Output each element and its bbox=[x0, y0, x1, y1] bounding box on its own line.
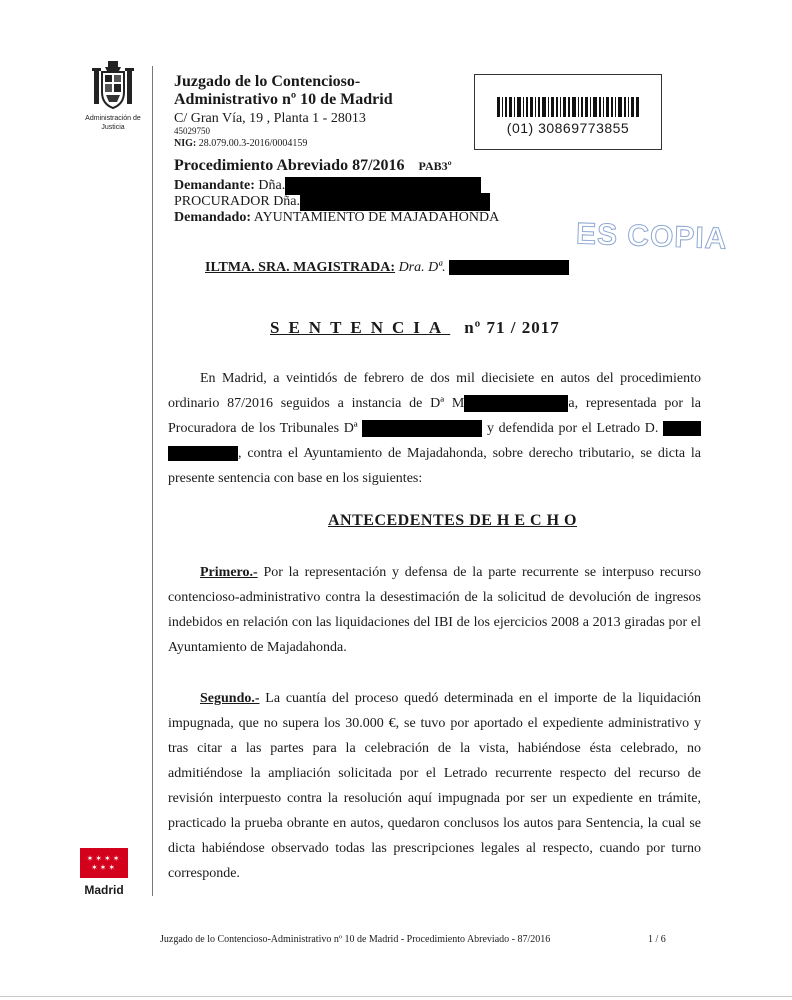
redaction-block bbox=[464, 395, 568, 412]
page-footer: Juzgado de lo Contencioso-Administrativo nº 10 de Madrid - Procedimiento Abreviado - 87/2016 bbox=[160, 934, 551, 945]
madrid-logo bbox=[78, 848, 130, 897]
segundo-label: Segundo.- bbox=[200, 691, 260, 706]
primero-paragraph: Primero.- Por la representación y defensa de la parte recurrente se interpuso recurso contencioso-administrativo contra la desestimación de la solicitud de devolución de ingresos indebidos en relación con las liquidaciones del IBI de los ejercicios 2008 a 2013 giradas por el Ayuntamiento de Majadahonda. bbox=[168, 565, 702, 655]
section-heading: ANTECEDENTES DE H E C H O bbox=[328, 512, 577, 529]
sentencia-number: nº 71 / 2017 bbox=[464, 318, 560, 337]
segundo-paragraph: Segundo.- La cuantía del proceso quedó determinada en el importe de la liquidación impugnada, que no supera los 30.000 €, se tuvo por aportado el expediente administrativo y tras citar a las partes para la celebración de la vista, habiéndose ésta celebrado, no admitiéndose la ampliación solicitada por el Letrado recurrente respecto del recurso de revisión interpuesto contra la resolución aquí impugnada por ser un expediente en trámite, practicado la prueba obrante en autos, quedaron conclusos los autos para Sentencia, la cual se dicta habiéndose observado todas las prescripciones legales al respecto, cuando por turno corresponde. bbox=[168, 691, 701, 881]
demandado-line: Demandado: AYUNTAMIENTO DE MAJADAHONDA bbox=[174, 210, 500, 225]
madrid-logo-text: Madrid bbox=[84, 883, 124, 897]
barcode-icon bbox=[497, 97, 639, 117]
sentencia-title: SENTENCIA nº 71 / 2017 bbox=[270, 318, 560, 337]
es-copia-stamp: ES COPIA bbox=[575, 217, 728, 256]
court-address: C/ Gran Vía, 19 , Planta 1 - 28013 bbox=[174, 111, 366, 126]
coat-of-arms-icon bbox=[91, 60, 135, 112]
redaction-block bbox=[168, 446, 238, 461]
barcode-number: (01) 30869773855 bbox=[506, 120, 630, 136]
procedure-ref: PAB3º bbox=[418, 159, 452, 173]
page-number: 1 / 6 bbox=[648, 934, 666, 945]
procurador-line: PROCURADOR Dña. bbox=[174, 193, 490, 211]
redaction-block bbox=[300, 193, 490, 211]
scan-edge-line bbox=[0, 996, 792, 997]
demandante-line: Demandante: Dña. bbox=[174, 177, 481, 195]
redaction-block bbox=[663, 421, 701, 436]
court-code: 45029750 bbox=[174, 126, 210, 136]
primero-label: Primero.- bbox=[200, 565, 258, 580]
nig-line: NIG: 28.079.00.3-2016/0004159 bbox=[174, 138, 308, 149]
magistrada-line: ILTMA. SRA. MAGISTRADA: Dra. Dª. bbox=[205, 260, 569, 276]
redaction-block bbox=[362, 420, 482, 437]
crest-label: Administración de Justicia bbox=[85, 115, 141, 131]
procedure-line: Procedimiento Abreviado 87/2016 PAB3º bbox=[174, 157, 452, 174]
justicia-crest bbox=[82, 60, 144, 132]
redaction-block bbox=[449, 260, 569, 275]
header-divider-line bbox=[152, 66, 153, 896]
court-name: Juzgado de lo Contencioso- Administrativo nº 10 de Madrid bbox=[174, 73, 393, 108]
madrid-flag-icon: ✶✶✶✶ ✶✶✶ bbox=[80, 848, 128, 878]
barcode-box bbox=[474, 74, 662, 150]
intro-paragraph: En Madrid, a veintidós de febrero de dos mil diecisiete en autos del procedimiento ordinario 87/2016 seguidos a instancia de Dª M a, representada por la Procuradora de los Tribunales Dª y defendida por el Letrado D. , contra el Ayuntamiento de Majadahonda, sobre derecho tributario, se dicta la presente sentencia con base en los siguientes: bbox=[168, 371, 701, 486]
